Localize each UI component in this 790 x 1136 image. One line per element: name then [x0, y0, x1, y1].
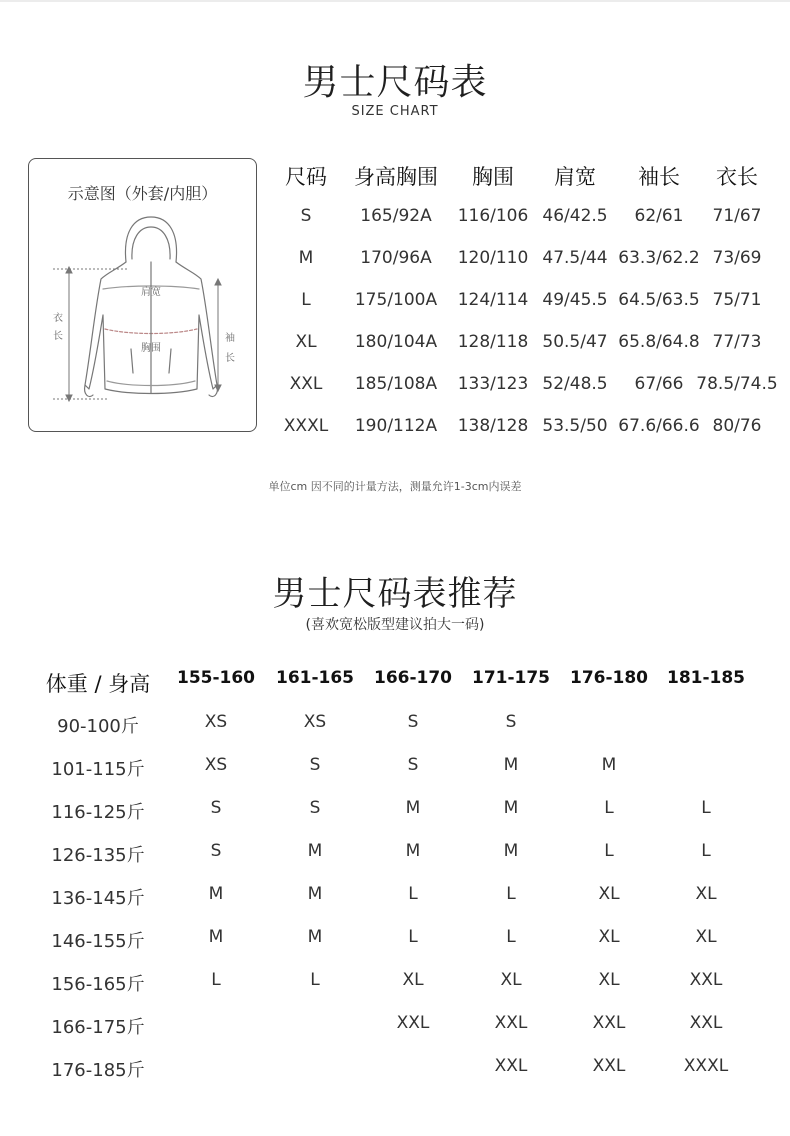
table-cell: 67/66 — [634, 374, 684, 394]
size-chart-subtitle: SIZE CHART — [351, 104, 439, 119]
header-cell: 161-165 — [275, 668, 355, 688]
size-table-header — [272, 161, 782, 197]
table-cell: 136-145斤 — [51, 888, 145, 909]
size-chart-title: 男士尺码表 — [302, 62, 488, 103]
table-row — [0, 755, 790, 785]
table-cell: XXL — [494, 1056, 528, 1076]
measurement-note: 单位cm 因不同的计量方法，测量允许1-3cm内误差 — [268, 480, 522, 493]
table-cell: 53.5/50 — [542, 416, 608, 436]
table-cell: S — [210, 798, 222, 818]
table-cell: 124/114 — [457, 290, 529, 310]
table-row — [0, 884, 790, 914]
header-cell: 袖长 — [638, 165, 680, 189]
header-cell: 体重 / 身高 — [45, 672, 151, 696]
table-cell: M — [208, 884, 224, 904]
table-cell: L — [604, 798, 614, 818]
table-cell: 175/100A — [354, 290, 438, 310]
chest-label: 胸围 — [141, 343, 161, 354]
header-cell: 衣长 — [716, 165, 758, 189]
table-cell: 50.5/47 — [542, 332, 608, 352]
table-cell: 170/96A — [360, 248, 432, 268]
header-cell: 尺码 — [285, 165, 327, 189]
table-row — [272, 374, 782, 410]
table-cell: 190/112A — [354, 416, 438, 436]
table-cell: 46/42.5 — [542, 206, 608, 226]
header-cell: 171-175 — [471, 668, 551, 688]
header-cell: 176-180 — [569, 668, 649, 688]
table-cell: S — [210, 841, 222, 861]
table-cell: L — [310, 970, 320, 990]
header-cell: 身高胸围 — [354, 165, 438, 189]
table-row — [0, 1056, 790, 1086]
recommend-subtitle: (喜欢宽松版型建议拍大一码) — [305, 617, 485, 633]
length-label-2: 长 — [53, 331, 63, 342]
table-cell: XXL — [689, 1013, 723, 1033]
table-cell: 52/48.5 — [542, 374, 608, 394]
sleeve-label-2: 长 — [225, 353, 235, 364]
table-cell: L — [211, 970, 221, 990]
table-cell: XXL — [592, 1056, 626, 1076]
header-cell: 155-160 — [176, 668, 256, 688]
table-cell: M — [307, 884, 323, 904]
table-cell: XXXL — [283, 416, 329, 436]
table-cell: 65.8/64.8 — [618, 332, 700, 352]
table-cell: S — [407, 755, 419, 775]
table-cell: L — [408, 927, 418, 947]
table-cell: M — [601, 755, 617, 775]
table-cell: 128/118 — [457, 332, 529, 352]
table-cell: 71/67 — [712, 206, 762, 226]
table-cell: 49/45.5 — [542, 290, 608, 310]
table-row — [0, 927, 790, 957]
header-cell: 肩宽 — [554, 165, 596, 189]
table-cell: M — [405, 798, 421, 818]
table-cell: XXXL — [683, 1056, 729, 1076]
table-cell: 64.5/63.5 — [618, 290, 700, 310]
table-cell: L — [506, 927, 516, 947]
table-cell: XL — [500, 970, 522, 990]
table-cell: L — [701, 798, 711, 818]
recommend-header — [0, 668, 790, 698]
table-cell: L — [604, 841, 614, 861]
sleeve-label-1: 袖 — [225, 333, 235, 344]
table-cell: XXL — [689, 970, 723, 990]
header-cell: 181-185 — [666, 668, 746, 688]
table-cell: S — [309, 798, 321, 818]
header-cell: 胸围 — [472, 165, 514, 189]
table-cell: 166-175斤 — [51, 1017, 145, 1038]
table-cell: 73/69 — [712, 248, 762, 268]
table-cell: 62/61 — [634, 206, 684, 226]
table-cell: M — [307, 841, 323, 861]
table-cell: XXL — [396, 1013, 430, 1033]
shoulder-label: 肩宽 — [141, 287, 161, 298]
table-cell: XS — [204, 755, 228, 775]
table-cell: XL — [402, 970, 424, 990]
table-row — [0, 712, 790, 742]
table-cell: L — [408, 884, 418, 904]
table-row — [272, 206, 782, 242]
table-cell: 116/106 — [457, 206, 529, 226]
table-cell: 185/108A — [354, 374, 438, 394]
table-cell: M — [208, 927, 224, 947]
table-row — [0, 970, 790, 1000]
table-cell: S — [407, 712, 419, 732]
table-cell: 133/123 — [457, 374, 529, 394]
jacket-illustration — [29, 159, 258, 433]
table-cell: 120/110 — [457, 248, 529, 268]
table-row — [272, 416, 782, 452]
top-divider — [0, 0, 790, 2]
table-cell: 116-125斤 — [51, 802, 145, 823]
table-cell: 80/76 — [712, 416, 762, 436]
recommend-title: 男士尺码表推荐 — [272, 574, 518, 614]
table-cell: M — [503, 755, 519, 775]
table-cell: S — [309, 755, 321, 775]
table-cell: 63.3/62.2 — [618, 248, 700, 268]
jacket-diagram — [28, 158, 257, 432]
table-cell: M — [307, 927, 323, 947]
table-cell: 47.5/44 — [542, 248, 608, 268]
table-cell: XS — [204, 712, 228, 732]
table-cell: 180/104A — [354, 332, 438, 352]
table-cell: XL — [295, 332, 317, 352]
table-row — [272, 248, 782, 284]
table-cell: XXL — [494, 1013, 528, 1033]
header-cell: 166-170 — [373, 668, 453, 688]
table-cell: L — [701, 841, 711, 861]
table-row — [0, 798, 790, 828]
table-cell: 75/71 — [712, 290, 762, 310]
table-cell: L — [506, 884, 516, 904]
table-cell: 176-185斤 — [51, 1060, 145, 1081]
length-label-1: 衣 — [53, 313, 63, 324]
table-cell: XL — [598, 970, 620, 990]
table-cell: S — [300, 206, 312, 226]
table-row — [272, 290, 782, 326]
table-cell: 126-135斤 — [51, 845, 145, 866]
table-row — [0, 1013, 790, 1043]
table-cell: XL — [695, 927, 717, 947]
table-cell: 138/128 — [457, 416, 529, 436]
table-cell: 165/92A — [360, 206, 432, 226]
table-cell: 101-115斤 — [51, 759, 145, 780]
table-cell: XXL — [592, 1013, 626, 1033]
table-cell: M — [503, 798, 519, 818]
table-cell: 78.5/74.5 — [696, 374, 778, 394]
table-row — [272, 332, 782, 368]
table-cell: 77/73 — [712, 332, 762, 352]
table-cell: M — [405, 841, 421, 861]
table-cell: 90-100斤 — [57, 716, 139, 737]
table-cell: S — [505, 712, 517, 732]
table-cell: M — [503, 841, 519, 861]
table-cell: M — [298, 248, 314, 268]
table-cell: XS — [303, 712, 327, 732]
table-cell: 67.6/66.6 — [618, 416, 700, 436]
table-cell: XXL — [289, 374, 323, 394]
table-cell: XL — [598, 927, 620, 947]
table-cell: XL — [598, 884, 620, 904]
table-cell: 156-165斤 — [51, 974, 145, 995]
diagram-caption: 示意图（外套/内胆） — [67, 184, 218, 203]
table-row — [0, 841, 790, 871]
table-cell: XL — [695, 884, 717, 904]
table-cell: 146-155斤 — [51, 931, 145, 952]
table-cell: L — [301, 290, 311, 310]
